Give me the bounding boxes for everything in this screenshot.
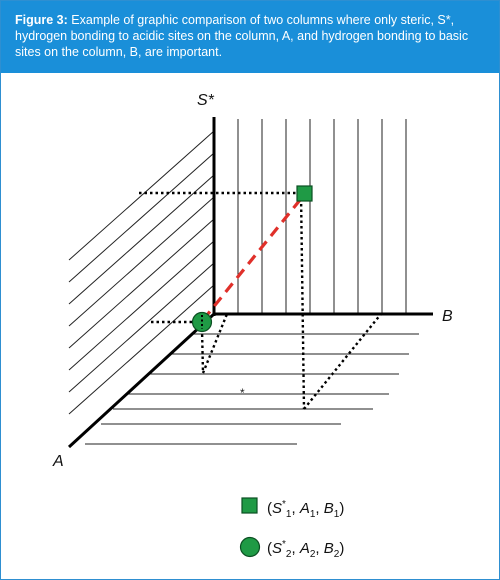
s-axis-label: S*: [197, 92, 214, 109]
a-axis-label: A: [53, 453, 64, 470]
a-axis: [69, 314, 214, 447]
legend-circle-icon: [241, 538, 260, 557]
diagonal-grid-lines: [69, 131, 214, 414]
b-axis-label: B: [442, 308, 453, 325]
legend: [241, 498, 345, 560]
figure-label: Figure 3:: [15, 13, 68, 27]
floor-asterisk: *: [240, 386, 245, 400]
legend-item-1: ($S^*_1$, $A_1$, $B_1$): [267, 499, 345, 520]
three-axis-diagram: [1, 1, 499, 579]
floor-grid-lines: [85, 334, 419, 444]
main-axes: [69, 117, 433, 447]
column1-marker: [297, 186, 312, 201]
legend-item-2: ($S^*_2$, $A_2$, $B_2$): [267, 539, 345, 560]
projection-lines: [139, 193, 381, 409]
legend-square-icon: [242, 498, 257, 513]
vertical-grid-lines: [238, 119, 406, 314]
figure-caption-text: Example of graphic comparison of two columns where only steric, S*, hydrogen bonding to acidic sites on the column, A, and hydrogen bonding to basic sites on the column, B, are important.: [15, 13, 469, 59]
comparison-line: [203, 195, 304, 320]
